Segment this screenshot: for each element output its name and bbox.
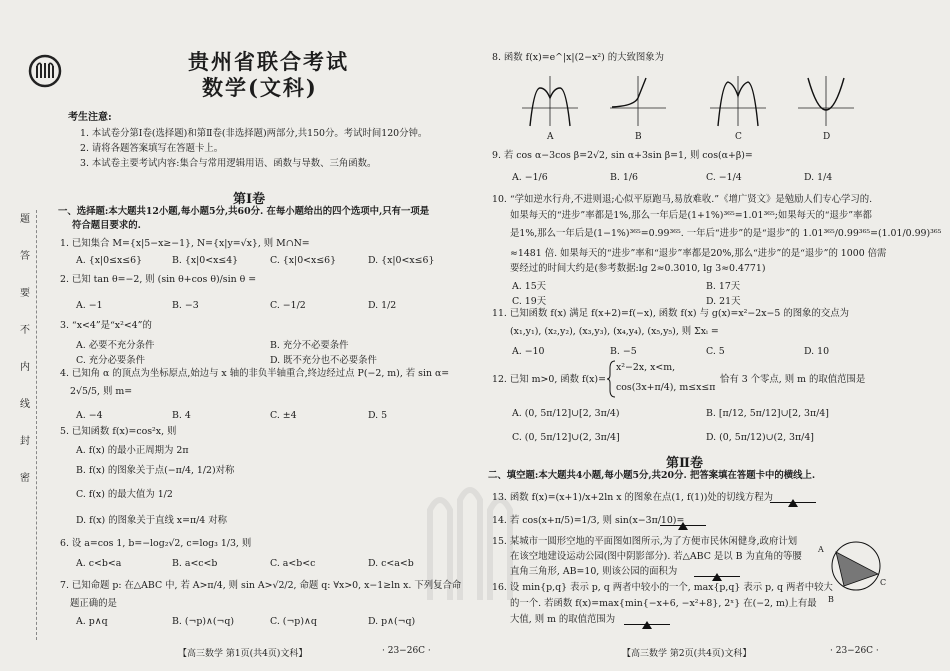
q8-graph-c [708,74,768,128]
question-1: 1. 已知集合 M={x|5−x≥−1}, N={x|y=√x}, 则 M∩N= [60,238,310,249]
q11-option-b: B. −5 [610,346,637,357]
binding-char: 要 [20,288,30,299]
binding-char: 密 [20,473,30,484]
question-10-line: ≈1481 倍. 如果每天的“进步”率和“退步”率都是20%,那么“进步”的是“退步”的 1000 倍需 [510,248,887,259]
q11-option-a: A. −10 [512,346,545,357]
question-10: 10. “学如逆水行舟,不进则退;心似平原跑马,易放难收.”《增广贤文》是勉励人们专心学习的. [492,194,873,205]
q12-option-b: B. [π/12, 5π/12]∪[2, 3π/4] [706,408,829,419]
question-4: 4. 已知角 α 的顶点为坐标原点,始边与 x 轴的非负半轴重合,终边经过点 P(−2, m), 若 sin α= [60,368,450,379]
question-8: 8. 函数 f(x)=e^|x|(2−x²) 的大致图象为 [492,52,665,63]
question-10-line: 如果每天的“进步”率都是1%,那么一年后是(1+1%)³⁶⁵=1.01³⁶⁵;如果每天的“退步”率都 [510,210,872,221]
q1-option-b: B. {x|0<x≤4} [172,255,239,266]
q15-circle-figure [824,536,887,596]
q3-option-d: D. 既不充分也不必要条件 [270,355,377,366]
fig-label-a: A [818,545,824,554]
q6-option-c: C. a<b<c [270,558,316,569]
question-15-line: 在该空地建设运动公园(图中阴影部分). 若△ABC 是以 B 为直角的等腰 [510,551,802,562]
notice-item: 1. 本试卷分第Ⅰ卷(选择题)和第Ⅱ卷(非选择题)两部分,共150分。考试时间120分钟。 [80,128,428,139]
notice-item: 2. 请将各题答案填写在答题卡上。 [80,143,224,154]
question-6: 6. 设 a=cos 1, b=−log₂√2, c=log₃ 1/3, 则 [60,538,252,549]
triangle-icon [788,499,798,507]
q9-option-a: A. −1/6 [512,172,548,183]
q5-option-a: A. f(x) 的最小正周期为 2π [76,445,189,456]
binding-char: 内 [20,362,30,373]
left-footer-code: · 23−26C · [382,646,431,656]
question-16-line: 的一个. 若函数 f(x)=max{min{−x+6, −x²+8}, 2ˣ} 在(−2, m)上有最 [510,598,817,609]
question-7-cont: 题正确的是 [70,598,117,609]
q1-option-d: D. {x|0<x≤6} [368,255,435,266]
q10-option-b: B. 17天 [706,281,741,292]
q4-option-d: D. 5 [368,410,388,421]
triangle-icon [712,573,722,581]
right-footer-code: · 23−26C · [830,646,879,656]
q5-option-c: C. f(x) 的最大值为 1/2 [76,489,173,500]
question-7: 7. 已知命题 p: 在△ABC 中, 若 A>π/4, 则 sin A>√2/2, 命题 q: ∀x>0, x−1≥ln x. 下列复合命 [60,580,462,591]
q1-option-c: C. {x|0<x≤6} [270,255,337,266]
q12-case-2: cos(3x+π/4), m≤x≤π [616,382,716,393]
question-4-cont: 2√5/5, 则 m= [70,386,133,397]
q8-label-c: C [735,132,742,142]
fig-label-b: B [828,595,834,604]
question-10-line: 是1%,那么一年后是(1−1%)³⁶⁵=0.99³⁶⁵. 一年后“进步”的是“退步”的 1.01³⁶⁵/0.99³⁶⁵=(1.01/0.99)³⁶⁵ [510,228,942,239]
part2-title: 第Ⅱ卷 [666,456,703,471]
exam-subject: 数学(文科) [202,75,318,100]
question-14: 14. 若 cos(x+π/5)=1/3, 则 sin(x−3π/10)= [492,515,685,526]
question-5: 5. 已知函数 f(x)=cos²x, 则 [60,426,177,437]
q3-option-a: A. 必要不充分条件 [76,340,155,351]
binding-char: 题 [20,214,30,225]
q10-option-a: A. 15天 [512,281,547,292]
q8-label-b: B [635,132,642,142]
question-9: 9. 若 cos α−3cos β=2√2, sin α+3sin β=1, 则 cos(α+β)= [492,150,753,161]
part1-title: 第Ⅰ卷 [233,192,266,207]
q4-option-c: C. ±4 [270,410,297,421]
binding-char: 答 [20,251,30,262]
q7-option-d: D. p∧(¬q) [368,616,416,627]
question-13: 13. 函数 f(x)=(x+1)/x+2ln x 的图象在点(1, f(1))处的切线方程为 [492,492,774,503]
q4-option-b: B. 4 [172,410,191,421]
notice-item: 3. 本试卷主要考试内容:集合与常用逻辑用语、函数与导数、三角函数。 [80,158,377,169]
question-12: 12. 已知 m>0, 函数 f(x)= [492,374,606,385]
q2-option-a: A. −1 [76,300,103,311]
question-16-line: 大值, 则 m 的取值范围为 [510,614,616,625]
q2-option-c: C. −1/2 [270,300,306,311]
binding-strip [12,210,38,640]
triangle-icon [678,522,688,530]
q9-option-d: D. 1/4 [804,172,833,183]
q7-option-a: A. p∧q [76,616,108,627]
fig-label-c: C [880,578,887,587]
q10-option-c: C. 19天 [512,296,547,307]
q2-option-b: B. −3 [172,300,199,311]
part1-instruction-cont: 符合题目要求的. [72,220,141,231]
q12-case-1: x²−2x, x<m, [616,362,676,373]
question-16: 16. 设 min{p,q} 表示 p, q 两者中较小的一个, max{p,q} 表示 p, q 两者中较大 [492,582,833,593]
binding-line [36,210,37,640]
question-3: 3. “x<4”是“x²<4”的 [60,320,152,331]
q3-option-c: C. 充分必要条件 [76,355,146,366]
q7-option-c: C. (¬p)∧q [270,616,317,627]
q8-graph-b [608,74,668,128]
question-15: 15. 某城市一圆形空地的平面图如图所示,为了方便市民休闲健身,政府计划 [492,536,798,547]
q8-graph-d [796,74,856,128]
q5-option-d: D. f(x) 的图象关于直线 x=π/4 对称 [76,515,227,526]
brace-icon [606,360,616,398]
right-footer: 【高三数学 第2页(共4页)文科】 [622,649,752,659]
q12-option-d: D. (0, 5π/12)∪(2, 3π/4] [706,432,814,443]
q5-option-b: B. f(x) 的图象关于点(−π/4, 1/2)对称 [76,465,235,476]
q3-option-b: B. 充分不必要条件 [270,340,349,351]
exam-title: 贵州省联合考试 [188,49,349,74]
left-footer: 【高三数学 第1页(共4页)文科】 [178,649,308,659]
q14-answer-blank [660,515,706,526]
q8-graph-a [520,74,580,128]
q8-label-a: A [547,132,554,142]
q10-option-d: D. 21天 [706,296,741,307]
q15-answer-blank [694,566,740,577]
q13-answer-blank [770,492,816,503]
binding-char: 封 [20,436,30,447]
q7-option-b: B. (¬p)∧(¬q) [172,616,235,627]
part1-instruction: 一、选择题:本大题共12小题,每小题5分,共60分. 在每小题给出的四个选项中,只有一项是 [58,206,430,217]
q6-option-a: A. c<b<a [76,558,122,569]
q12-option-c: C. (0, 5π/12]∪(2, 3π/4] [512,432,620,443]
q1-option-a: A. {x|0≤x≤6} [76,255,143,266]
q6-option-d: D. c<a<b [368,558,414,569]
q11-option-d: D. 10 [804,346,830,357]
q16-answer-blank [624,614,670,625]
fill-in-instruction: 二、填空题:本大题共4小题,每小题5分,共20分. 把答案填在答题卡中的横线上. [488,470,816,481]
question-10-line: 要经过的时间大约是(参考数据:lg 2≈0.3010, lg 3≈0.4771) [510,263,766,274]
question-11: 11. 已知函数 f(x) 满足 f(x+2)=f(−x), 函数 f(x) 与 g(x)=x²−2x−5 的图象的交点为 [492,308,849,319]
q11-option-c: C. 5 [706,346,725,357]
q6-option-b: B. a<c<b [172,558,218,569]
binding-char: 不 [20,325,30,336]
q12-suffix: 恰有 3 个零点, 则 m 的取值范围是 [720,374,866,385]
binding-char: 线 [20,399,30,410]
q4-option-a: A. −4 [76,410,103,421]
notice-heading: 考生注意: [68,112,112,123]
q9-option-b: B. 1/6 [610,172,638,183]
question-15-line: 直角三角形, AB=10, 则该公园的面积为 [510,566,678,577]
triangle-icon [642,621,652,629]
q8-label-d: D [823,132,831,142]
question-2: 2. 已知 tan θ=−2, 则 (sin θ+cos θ)/sin θ = [60,274,257,285]
q2-option-d: D. 1/2 [368,300,397,311]
question-11-cont: (x₁,y₁), (x₂,y₂), (x₃,y₃), (x₄,y₄), (x₅,y₅), 则 Σxᵢ = [510,326,719,337]
exam-logo-icon [28,54,62,88]
q9-option-c: C. −1/4 [706,172,742,183]
q12-option-a: A. (0, 5π/12]∪[2, 3π/4) [512,408,620,419]
